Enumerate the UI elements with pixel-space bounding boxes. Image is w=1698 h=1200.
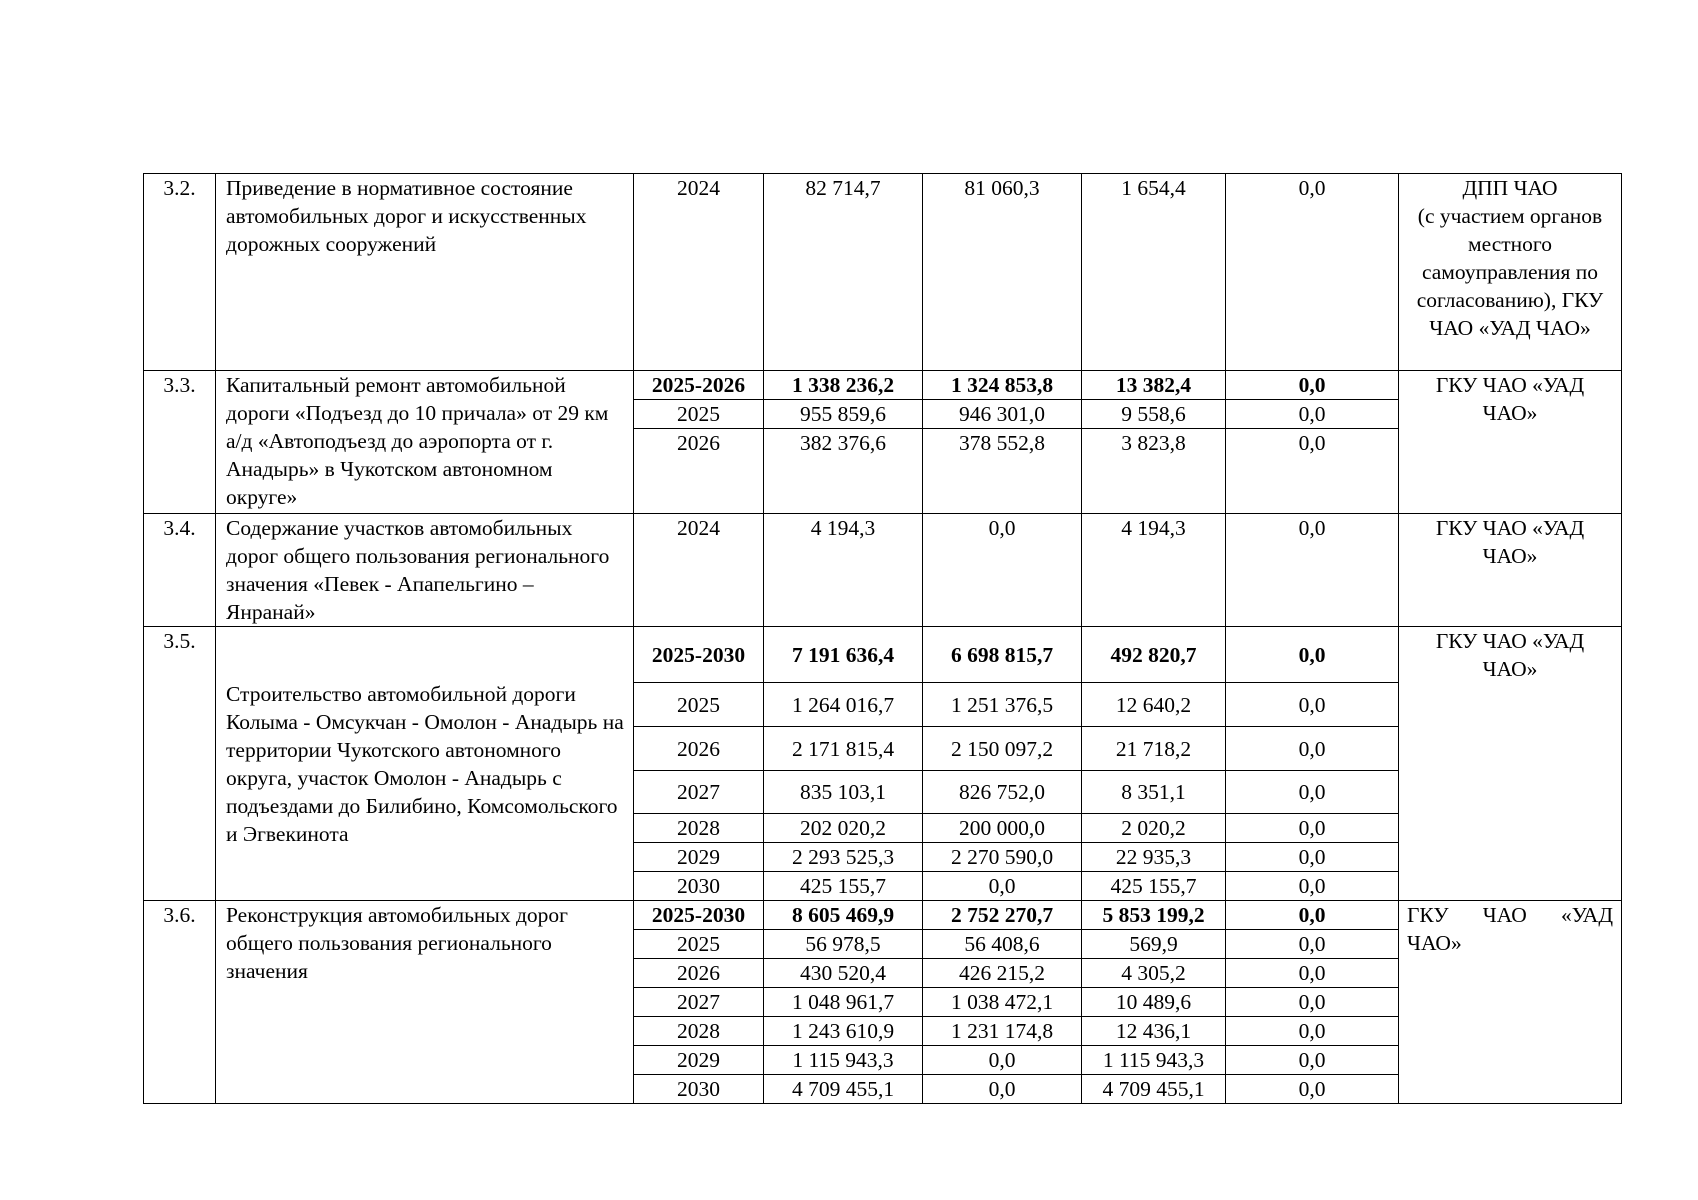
year-cell: 2026 (634, 959, 764, 988)
regional-cell: 4 305,2 (1082, 959, 1226, 988)
total-cell: 955 859,6 (764, 400, 923, 429)
federal-cell: 2 752 270,7 (923, 901, 1082, 930)
other-cell: 0,0 (1226, 429, 1399, 514)
regional-cell: 492 820,7 (1082, 627, 1226, 683)
regional-cell: 4 194,3 (1082, 514, 1226, 627)
other-cell: 0,0 (1226, 771, 1399, 814)
total-cell: 2 171 815,4 (764, 727, 923, 771)
year-cell: 2025-2030 (634, 627, 764, 683)
federal-cell: 0,0 (923, 1075, 1082, 1104)
regional-cell: 3 823,8 (1082, 429, 1226, 514)
regional-cell: 5 853 199,2 (1082, 901, 1226, 930)
executor-cell: ГКУ ЧАО «УАД ЧАО» (1399, 371, 1622, 514)
other-cell: 0,0 (1226, 872, 1399, 901)
regional-cell: 425 155,7 (1082, 872, 1226, 901)
year-cell: 2025 (634, 683, 764, 727)
regional-cell: 8 351,1 (1082, 771, 1226, 814)
year-cell: 2024 (634, 514, 764, 627)
federal-cell: 1 251 376,5 (923, 683, 1082, 727)
federal-cell: 1 231 174,8 (923, 1017, 1082, 1046)
total-cell: 1 338 236,2 (764, 371, 923, 400)
executor-cell (1399, 174, 1622, 371)
federal-cell: 946 301,0 (923, 400, 1082, 429)
other-cell: 0,0 (1226, 930, 1399, 959)
total-cell: 82 714,7 (764, 174, 923, 371)
row-number: 3.4. (144, 514, 216, 627)
year-cell: 2029 (634, 1046, 764, 1075)
year-cell: 2030 (634, 1075, 764, 1104)
other-cell: 0,0 (1226, 514, 1399, 627)
measure-name: Капитальный ремонт автомобильной дороги «Подъезд до 10 причала» от 29 км а/д «Автоподъезд до аэропорта от г. Анадырь» в Чукотском автономном округе» (216, 371, 634, 514)
other-cell: 0,0 (1226, 627, 1399, 683)
measure-name: Содержание участков автомобильных дорог общего пользования регионального значения «Певек - Апапельгино – Янранай» (216, 514, 634, 627)
total-cell: 7 191 636,4 (764, 627, 923, 683)
row-number: 3.5. (144, 627, 216, 901)
other-cell: 0,0 (1226, 843, 1399, 872)
total-cell: 4 709 455,1 (764, 1075, 923, 1104)
total-cell: 56 978,5 (764, 930, 923, 959)
other-cell: 0,0 (1226, 683, 1399, 727)
total-cell: 430 520,4 (764, 959, 923, 988)
year-cell: 2028 (634, 1017, 764, 1046)
measure-name: Приведение в нормативное состояние автомобильных дорог и искусственных дорожных сооружений (216, 174, 634, 371)
federal-cell: 200 000,0 (923, 814, 1082, 843)
other-cell: 0,0 (1226, 988, 1399, 1017)
other-cell: 0,0 (1226, 174, 1399, 371)
row-3-3-total (144, 371, 1622, 400)
regional-cell: 9 558,6 (1082, 400, 1226, 429)
executor-line: (с участием органов местного самоуправления по согласованию), ГКУ ЧАО «УАД ЧАО» (1416, 204, 1604, 340)
other-cell: 0,0 (1226, 901, 1399, 930)
year-cell: 2025 (634, 930, 764, 959)
other-cell: 0,0 (1226, 400, 1399, 429)
regional-cell: 2 020,2 (1082, 814, 1226, 843)
total-cell: 382 376,6 (764, 429, 923, 514)
federal-cell: 826 752,0 (923, 771, 1082, 814)
total-cell: 835 103,1 (764, 771, 923, 814)
regional-cell: 4 709 455,1 (1082, 1075, 1226, 1104)
federal-cell: 0,0 (923, 1046, 1082, 1075)
regional-cell: 12 436,1 (1082, 1017, 1226, 1046)
total-cell: 202 020,2 (764, 814, 923, 843)
federal-cell: 1 038 472,1 (923, 988, 1082, 1017)
row-3-5-total (144, 627, 1622, 683)
federal-cell: 56 408,6 (923, 930, 1082, 959)
executor-cell: ГКУ ЧАО «УАД ЧАО» (1399, 627, 1622, 901)
year-cell: 2028 (634, 814, 764, 843)
row-3-6-total (144, 901, 1622, 930)
executor-cell: ГКУ ЧАО «УАД ЧАО» (1399, 514, 1622, 627)
regional-cell: 21 718,2 (1082, 727, 1226, 771)
row-3-2 (144, 174, 1622, 371)
federal-cell: 2 150 097,2 (923, 727, 1082, 771)
row-number: 3.6. (144, 901, 216, 1104)
other-cell: 0,0 (1226, 1075, 1399, 1104)
total-cell: 1 048 961,7 (764, 988, 923, 1017)
row-3-4 (144, 514, 1622, 627)
year-cell: 2026 (634, 429, 764, 514)
other-cell: 0,0 (1226, 371, 1399, 400)
measure-name: Реконструкция автомобильных дорог общего пользования регионального значения (216, 901, 634, 1104)
total-cell: 1 115 943,3 (764, 1046, 923, 1075)
year-cell: 2025-2030 (634, 901, 764, 930)
federal-cell: 378 552,8 (923, 429, 1082, 514)
federal-cell: 426 215,2 (923, 959, 1082, 988)
year-cell: 2025-2026 (634, 371, 764, 400)
year-cell: 2029 (634, 843, 764, 872)
regional-cell: 10 489,6 (1082, 988, 1226, 1017)
executor-line: ДПП ЧАО (1462, 176, 1558, 200)
funding-table (143, 173, 1622, 1104)
row-number: 3.2. (144, 174, 216, 371)
regional-cell: 1 654,4 (1082, 174, 1226, 371)
regional-cell: 13 382,4 (1082, 371, 1226, 400)
year-cell: 2030 (634, 872, 764, 901)
total-cell: 2 293 525,3 (764, 843, 923, 872)
regional-cell: 569,9 (1082, 930, 1226, 959)
regional-cell: 22 935,3 (1082, 843, 1226, 872)
year-cell: 2024 (634, 174, 764, 371)
row-number: 3.3. (144, 371, 216, 514)
federal-cell: 2 270 590,0 (923, 843, 1082, 872)
federal-cell: 0,0 (923, 872, 1082, 901)
other-cell: 0,0 (1226, 814, 1399, 843)
other-cell: 0,0 (1226, 1017, 1399, 1046)
regional-cell: 1 115 943,3 (1082, 1046, 1226, 1075)
other-cell: 0,0 (1226, 1046, 1399, 1075)
year-cell: 2027 (634, 771, 764, 814)
federal-cell: 81 060,3 (923, 174, 1082, 371)
total-cell: 425 155,7 (764, 872, 923, 901)
year-cell: 2027 (634, 988, 764, 1017)
other-cell: 0,0 (1226, 959, 1399, 988)
total-cell: 8 605 469,9 (764, 901, 923, 930)
total-cell: 1 264 016,7 (764, 683, 923, 727)
total-cell: 4 194,3 (764, 514, 923, 627)
other-cell: 0,0 (1226, 727, 1399, 771)
year-cell: 2025 (634, 400, 764, 429)
year-cell: 2026 (634, 727, 764, 771)
federal-cell: 6 698 815,7 (923, 627, 1082, 683)
federal-cell: 1 324 853,8 (923, 371, 1082, 400)
executor-cell: ГКУ ЧАО «УАД ЧАО» (1399, 901, 1622, 1104)
total-cell: 1 243 610,9 (764, 1017, 923, 1046)
measure-name: Строительство автомобильной дороги Колыма - Омсукчан - Омолон - Анадырь на территории Чукотского автономного округа, участок Омолон - Анадырь с подъездами до Билибино, Комсомольского и Эгвекинота (216, 627, 634, 901)
regional-cell: 12 640,2 (1082, 683, 1226, 727)
federal-cell: 0,0 (923, 514, 1082, 627)
